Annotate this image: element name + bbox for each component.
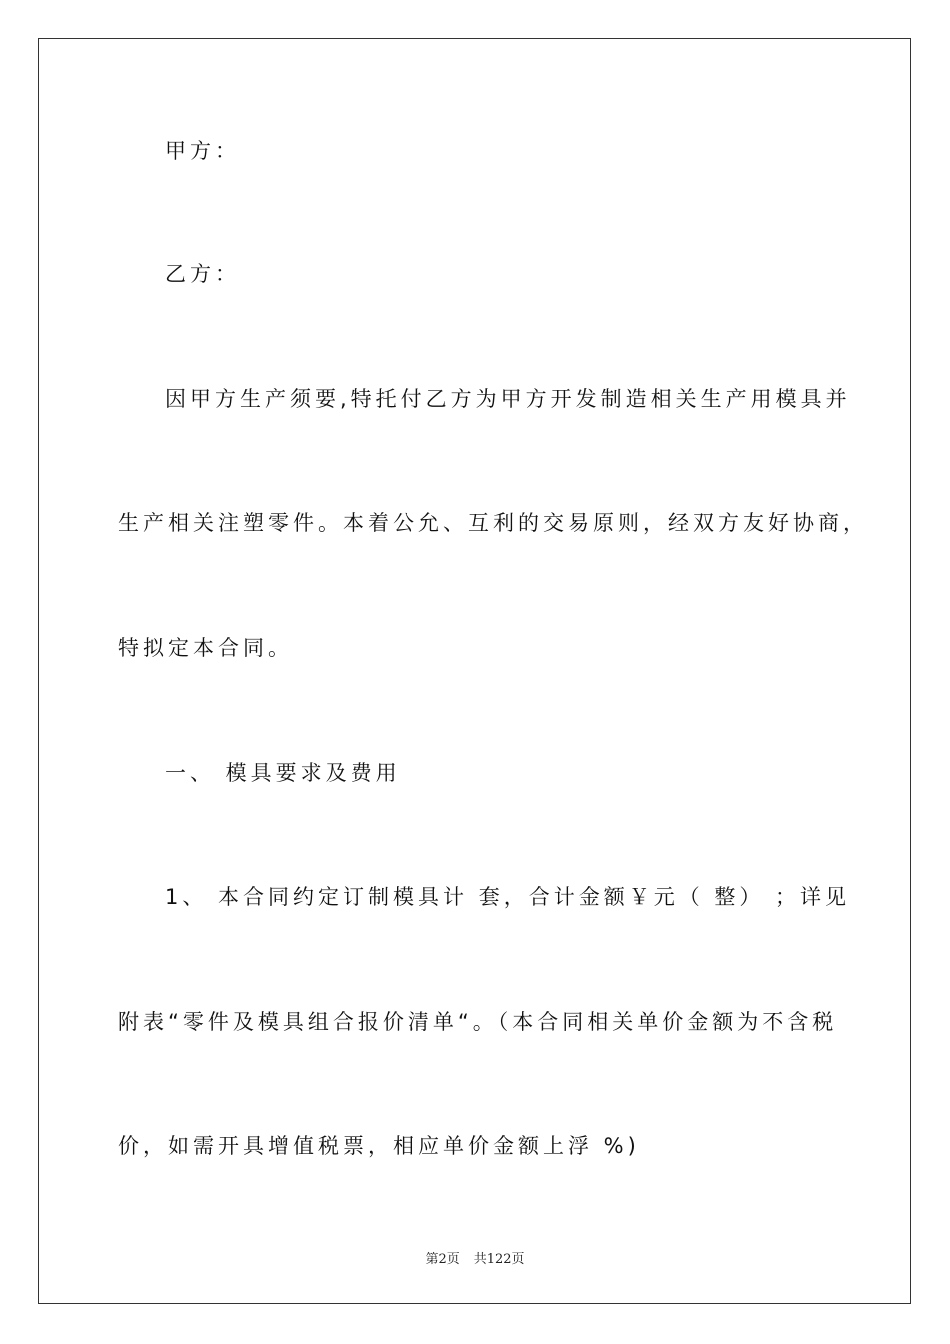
page-number-current: 第2页 bbox=[425, 1252, 460, 1267]
clause-1-line-3: 价，如需开具增值税票，相应单价金额上浮 %) bbox=[118, 1134, 640, 1158]
party-a-label: 甲方： bbox=[165, 139, 240, 163]
intro-paragraph-line-3: 特拟定本合同。 bbox=[118, 636, 293, 660]
intro-paragraph-line-2: 生产相关注塑零件。本着公允、互利的交易原则，经双方友好协商， bbox=[118, 511, 868, 535]
clause-1-line-2: 附表“零件及模具组合报价清单“。（本合同相关单价金额为不含税 bbox=[118, 1010, 838, 1034]
page-number-total: 共122页 bbox=[473, 1252, 525, 1267]
clause-1-line-1: 1、 本合同约定订制模具计 套，合计金额￥元（ 整） ；详见 bbox=[165, 885, 851, 909]
intro-paragraph-line-1: 因甲方生产须要,特托付乙方为甲方开发制造相关生产用模具并 bbox=[165, 387, 851, 411]
section-1-heading: 一、 模具要求及费用 bbox=[165, 761, 401, 785]
party-b-label: 乙方： bbox=[165, 262, 240, 286]
page-border bbox=[38, 38, 911, 1304]
page-footer bbox=[0, 1248, 950, 1267]
